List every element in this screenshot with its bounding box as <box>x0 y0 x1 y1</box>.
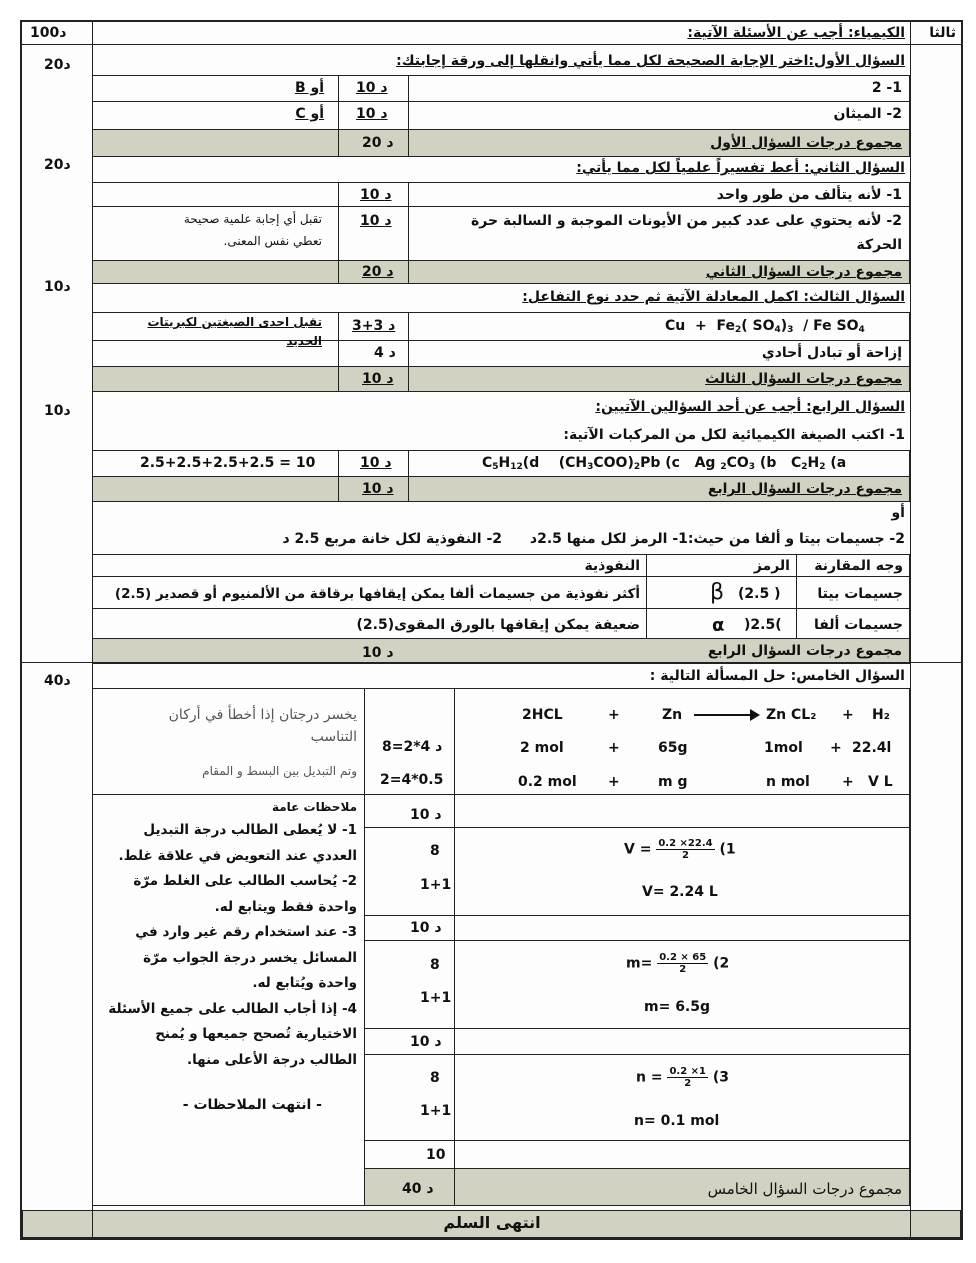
q4-sub2-b: 2- النفوذية لكل خانة مربع 2.5 د <box>282 531 502 547</box>
symbol-head: الرمز <box>753 558 790 574</box>
q5-grade-proportion: 8=2*4 د <box>382 739 443 755</box>
notes-title: ملاحظات عامة <box>271 800 357 814</box>
q2-row1-grade: 10 د <box>360 187 392 203</box>
part3-total-grade: 10 د <box>410 1034 442 1050</box>
header-divider <box>22 44 961 45</box>
comp-head: وجه المقارنة <box>814 558 903 574</box>
right-margin-divider <box>910 22 911 1210</box>
q3-row1-note-line2: الحديد <box>286 334 322 348</box>
q2-row2-answer-line2: الحركة <box>856 237 902 253</box>
q5-total-label: مجموع درجات السؤال الخامس <box>707 1180 902 1198</box>
part1-formula: V = $\frac{0.2 \times 22.4}{2}$ (1 <box>624 838 736 861</box>
general-notes: 1- لا يُعطى الطالب درجة التبديل العددي عند التعويض في علاقة غلط. 2- يُحاسب الطالب على الغلط مرّة واحدة فقط ويتابع له. 3- عند استخدام رقم غير وارد في المسائل يخسر درجة الجواب مرّة واحدة ويُتابع له. 4- إذا أجاب الطالب على جميع الأسئلة الاختيارية تُصحح جميعها و يُمنح الطالب درجة الأعلى منها. <box>108 822 357 1068</box>
q3-row2-grade: 4 د <box>374 345 396 361</box>
q3-total-grade: 10 د <box>362 371 394 387</box>
perm-head: النفوذية <box>584 558 640 574</box>
end-of-scale: انتهى السلم <box>443 1213 541 1232</box>
part2-formula: m= $\frac{0.2 \times 65}{2}$ (2 <box>626 952 730 975</box>
beta-symbol: β <box>710 580 725 605</box>
q1-row1-grade: 10 د <box>356 80 388 96</box>
q3-title: السؤال الثالث: اكمل المعادلة الآتية ثم حدد نوع التفاعل: <box>522 289 905 305</box>
page-title: الكيمياء: أجب عن الأسئلة الآتية: <box>687 25 905 41</box>
q1-total-grade: 20 د <box>362 135 394 151</box>
q3-row1-grade: 3+3 د <box>352 318 396 334</box>
q5-note1-line1: يخسر درجتان إذا أخطأ في أركان <box>168 707 357 723</box>
q2-title: السؤال الثاني: أعط تفسيراً علمياً لكل مما يأتي: <box>576 160 905 176</box>
q1-title: السؤال الأول:اختر الإجابة الصحيحة لكل مما يأتي وانقلها إلى ورقة إجابتك: <box>396 53 905 69</box>
q2-row2-note-line1: تقبل أي إجابة علمية صحيحة <box>183 212 322 226</box>
q1-row1-answer: 1- 2 <box>871 80 902 96</box>
q2-row2-answer-line1: 2- لأنه يحتوي على عدد كبير من الأيونات الموجبة و السالبة حرة <box>471 213 902 229</box>
q4-or: أو <box>891 505 905 521</box>
beta-label: جسيمات بيتا <box>817 586 903 602</box>
q4-sub2-a: 2- جسيمات بيتا و ألفا من حيث:1- الرمز لكل منها 2.5د <box>529 531 905 547</box>
q4-formulas: $C_5H_{12}(d$ $(CH_3COO)_2Pb$ (c Ag $_2CO_3$ (b $C_2H_2$ (a <box>482 455 847 472</box>
q1-row2-note: أو C <box>295 106 324 122</box>
total-mark: 100د <box>30 25 67 41</box>
alpha-mark: )2.5( <box>744 617 782 633</box>
part3-result: n= 0.1 mol <box>634 1113 720 1129</box>
q5-title: السؤال الخامس: حل المسألة التالية : <box>649 668 905 684</box>
q4-title: السؤال الرابع: أجب عن أحد السؤالين الآتيين: <box>595 399 905 415</box>
eq-zncl2: Zn CL₂ <box>766 707 817 723</box>
q5-note1-line2: التناسب <box>310 729 357 745</box>
part1-total-grade: 10 د <box>410 807 442 823</box>
eq-zn: Zn <box>662 707 683 723</box>
q5-mark: 40د <box>44 673 71 689</box>
q3-total-label: مجموع درجات السؤال الثالث <box>705 371 902 387</box>
q3-row2-answer: إزاحة أو تبادل أحادي <box>761 345 902 361</box>
eq-h2: H₂ <box>872 707 890 723</box>
q2-mark: 20د <box>44 157 71 173</box>
q2-total-label: مجموع درجات السؤال الثاني <box>705 264 902 280</box>
q4-formula-grade: 10 د <box>360 455 392 471</box>
q5-note1-line3: وتم التبديل بين البسط و المقام <box>202 764 357 778</box>
beta-mark: (2.5 ) <box>738 586 781 602</box>
q4-total-label: مجموع درجات السؤال الرابع <box>707 481 902 497</box>
q5-grade-units: 2=4*0.5 <box>380 772 444 788</box>
q4-total2-label: مجموع درجات السؤال الرابع <box>707 643 902 659</box>
q1-row2-grade: 10 د <box>356 106 388 122</box>
q1-row2-answer: 2- الميثان <box>833 106 902 122</box>
beta-permeability: أكثر نفوذية من جسيمات ألفا يمكن إيقافها برقاقة من الألمنيوم أو قصدير (2.5) <box>114 586 640 602</box>
q2-total-grade: 20 د <box>362 264 394 280</box>
q4-total2-grade: 10 د <box>362 645 394 661</box>
section-label: ثالثا <box>929 25 956 41</box>
final-ten: 10 <box>426 1147 446 1163</box>
q4-mark: 10د <box>44 403 71 419</box>
q4-sub1: 1- اكتب الصيغة الكيميائية لكل من المركبات الآتية: <box>563 427 905 443</box>
part1-result: V= 2.24 L <box>642 884 718 900</box>
q3-equation: $Cu + Fe_2$( $SO_4)_3$ / Fe $SO_4$ <box>665 318 865 335</box>
q4-total-grade: 10 د <box>362 481 394 497</box>
q1-mark: 20د <box>44 57 71 73</box>
eq-hcl: 2HCL <box>522 707 563 723</box>
part2-result: m= 6.5g <box>644 999 711 1015</box>
part2-total-grade: 10 د <box>410 920 442 936</box>
part3-formula: n = $\frac{0.2 \times 1}{2}$ (3 <box>636 1066 730 1089</box>
q1-total-label: مجموع درجات السؤال الأول <box>710 135 902 151</box>
answer-key-page: ثالثا الكيمياء: أجب عن الأسئلة الآتية: 100د السؤال الأول:اختر الإجابة الصحيحة لكل مما يأتي وانقلها إلى ورقة إجابتك: 20د 1- 2 10 د أو B 2- الميثان 10 د أو C مجموع درجات السؤال الأول 20 د السؤال الثاني: أعط تفسيراً علمياً لكل مما يأتي: 20د 1- لأنه يتألف من طور واحد 10 د 2- لأنه يحتوي على عدد كبير من الأيونات الموجبة و السالبة حرة الحركة 10 د تقبل أي إجابة علمية صحيحة تعطي نفس المعنى. مجموع درجات السؤال الثاني 20 د السؤال الثالث: اكمل المعادلة الآتية ثم حدد نوع التفاعل: 10د $Cu + Fe_2$( $SO_4)_3$ / Fe $SO_4$ 3+3 د تقبل احدى الصيغتين لكبريتات الحديد إزاحة أو تبادل أحادي 4 د مجموع درجات السؤال الثالث 10 د السؤال الرابع: أجب عن أحد السؤالين الآتيين: 10د 1- اكتب الصيغة الكيميائية لكل من المركبات الآتية: $C_5H_{12}(d$ $(CH_3COO)_2Pb$ (c Ag $_2CO_3$ (b $C_2H_2$ (a 10 د 2.5+2.5+2.5+2.5 = 10 مجموع درجات السؤال الرابع 10 د أو 2- جسيمات بيتا و ألفا من حيث:1- الرمز لكل منها 2.5د 2- النفوذية لكل خانة مربع 2.5 د وجه المقارنة الرمز النفوذية جسيمات بيتا β (2.5 ) أكثر نفوذية من جسيمات ألفا يمكن إيقافها برقاقة من الألمنيوم أو قصدير (2.5) جسيمات ألفا α )2.5( ضعيفة يمكن إيقافها بالورق المقوى(2.5) مجموع درجات السؤال الرابع 10 د السؤال الخامس: حل المسألة التالية : 40د 2HCL + Zn Zn CL₂ + H₂ 2 mol + 65g 1mol + 22.4l 0.2 mol + m g n mol + V L 8=2*4 د 2=4*0.5 يخسر درجتان إذا أخطأ في أركان التناسب وتم التبديل بين البسط و المقام ملاحظات عامة 1- لا يُعطى الطالب درجة التبديل العددي عند التعويض في علاقة غلط. 2- يُحاسب الطالب على الغلط مرّة واحدة فقط ويتابع له. 3- عند استخدام رقم غير وارد في المسائل يخسر درجة الجواب مرّة واحدة ويُتابع له. 4- إذا أجاب الطالب على جميع الأسئلة الاختيارية تُصحح جميعها و يُمنح الطالب درجة الأعلى منها. - انتهت الملاحظات - 10 د 8 1+1 V = $\frac{0.2 \times 22.4}{2}$ (1 V= 2.24 L 10 د 8 1+1 m= $\frac{0.2 \times 65}{2}$ (2 m= 6.5g 10 د 8 1+1 n = $\frac{0.2 \times 1}{2}$ (3 n= 0.1 mol 10 مجموع درجات السؤال الخامس 40 د انتهى السلم <box>20 20 963 1240</box>
q2-row2-note-line2: تعطي نفس المعنى. <box>223 234 322 248</box>
q3-row1-note-line1: تقبل احدى الصيغتين لكبريتات <box>147 315 322 329</box>
q2-row2-grade: 10 د <box>360 213 392 229</box>
q4-formula-note: 2.5+2.5+2.5+2.5 = 10 <box>140 455 316 471</box>
reaction-arrow <box>694 714 754 716</box>
q3-mark: 10د <box>44 279 71 295</box>
q5-total-grade: 40 د <box>402 1181 434 1197</box>
alpha-symbol: α <box>712 615 725 636</box>
alpha-label: جسيمات ألفا <box>813 617 903 633</box>
q1-row1-note: أو B <box>294 80 324 96</box>
notes-end: - انتهت الملاحظات - <box>182 1097 322 1113</box>
alpha-permeability: ضعيفة يمكن إيقافها بالورق المقوى(2.5) <box>356 617 640 633</box>
q2-row1-answer: 1- لأنه يتألف من طور واحد <box>716 187 902 203</box>
